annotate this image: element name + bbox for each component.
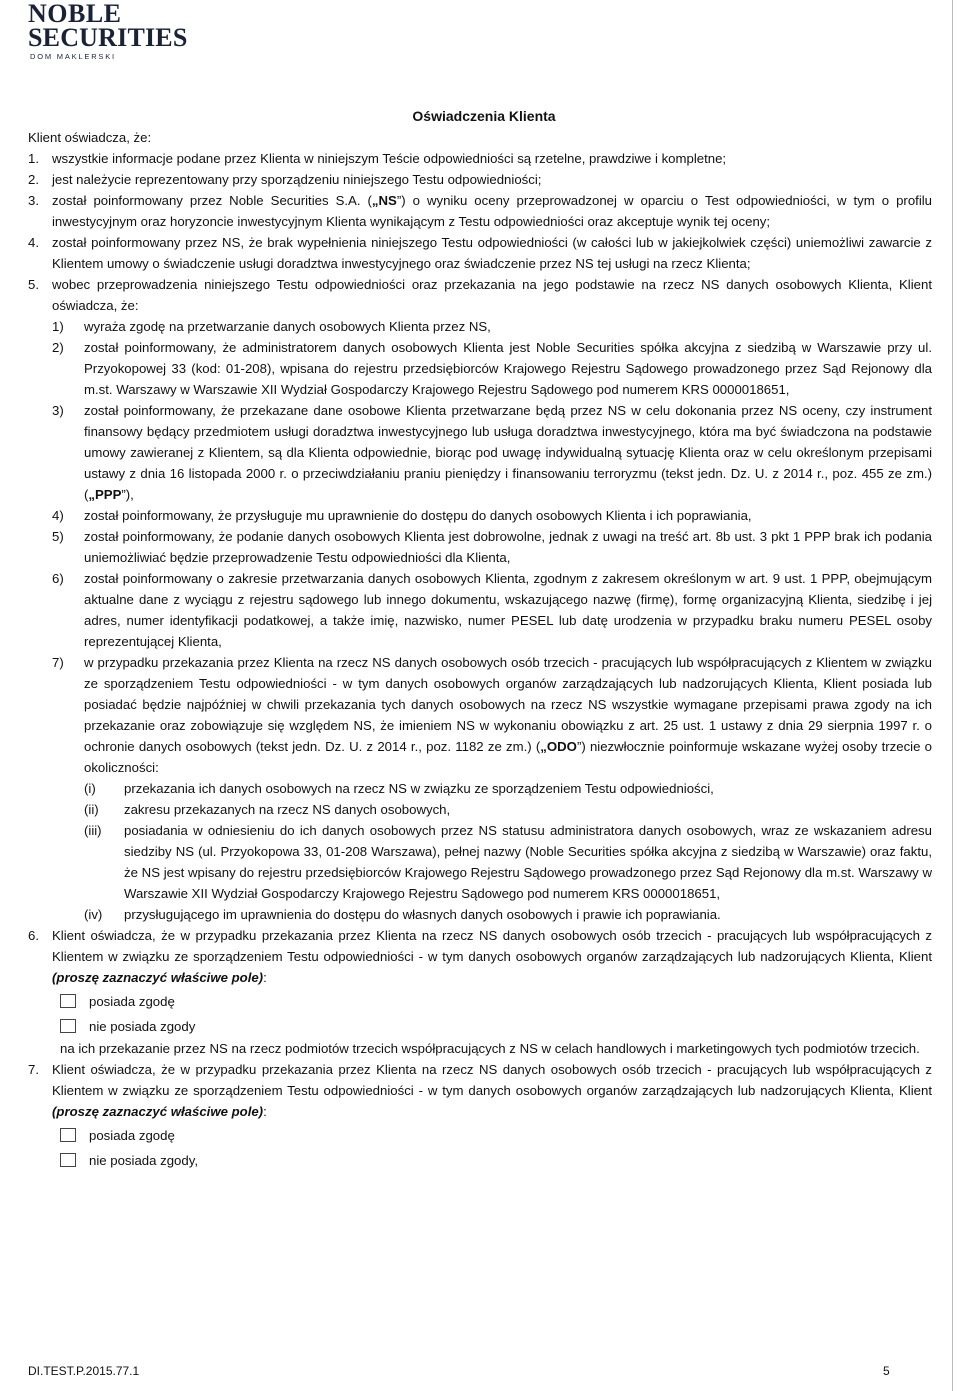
sub-item: [52, 400, 932, 505]
checkbox-label: posiada zgodę: [89, 1127, 175, 1143]
list-item: [28, 232, 932, 274]
sub-number: 3): [52, 403, 64, 418]
text-span: został poinformowany, że przekazane dane osobowe Klienta przetwarzane będą przez NS w celu dokonania przez NS oceny, czy instrument finansowy będący przedmiotem usługi doradztwa inwestycyjnego lub usługa doradztwa inwestycyjnego, która ma być świadczona na podstawie umowy zawieranej z Klientem, są dla Klienta odpowiednie, biorąc pod uwagę indywidualną sytuację Klienta oraz w celu określonym przepisami ustawy z dnia 16 listopada 2000 r. o przeciwdziałaniu praniu pieniędzy i finansowaniu terroryzmu (tekst jedn. Dz. U. z 2014 r., poz. 455 ze zm.) (: [84, 403, 932, 502]
roman-number: (ii): [84, 802, 99, 817]
roman-text: posiadania w odniesieniu do ich danych osobowych przez NS statusu administratora danych osobowych, wraz ze wskazaniem adresu siedziby NS (ul. Przyokopowa 33, 01-208 Warszawa), pełnej nazwy (Noble Securities spółka akcyjna z siedzibą w Warszawie) oraz faktu, że NS jest wpisany do rejestru przedsiębiorców Krajowego Rejestru Sądowego prowadzonego przez Sąd Rejonowy dla m.st. Warszawy w Warszawie XII Wydział Gospodarczy Krajowego Rejestru Sądowego pod numerem KRS 0000018651,: [124, 823, 932, 901]
sub-number: 1): [52, 319, 64, 334]
page-border: [952, 0, 953, 1391]
bold-term: „PPP: [88, 487, 122, 502]
text-span: został poinformowany przez Noble Securities S.A. (: [52, 193, 372, 208]
consent-option-yes-7[interactable]: [60, 1123, 932, 1147]
logo-line2: SECURITIES: [28, 23, 188, 52]
item-number: 6.: [28, 928, 39, 943]
checkbox-label: nie posiada zgody,: [89, 1152, 198, 1168]
text-span: ”) niezwłocznie poinformuje wskazane wyżej osoby trzecie o okoliczności:: [84, 739, 932, 775]
sub-text: został poinformowany, że podanie danych osobowych Klienta jest dobrowolne, jednak z uwagi na treść art. 8b ust. 3 pkt 1 PPP brak ich podania uniemożliwiać będzie przeprowadzenie Testu odpowiedniości dla Klienta,: [84, 529, 932, 565]
list-item: [28, 169, 932, 190]
sub-number: 4): [52, 508, 64, 523]
consent-option-no-7[interactable]: [60, 1148, 932, 1172]
bold-term: „NS: [371, 193, 397, 208]
item-text: wszystkie informacje podane przez Klienta w niniejszym Teście odpowiedniości są rzetelne, prawdziwe i kompletne;: [52, 151, 727, 166]
roman-item: [84, 820, 932, 904]
roman-number: (iv): [84, 907, 103, 922]
consent-option-yes-6[interactable]: [60, 989, 932, 1013]
sub-item: [52, 337, 932, 400]
sub-item: [52, 505, 932, 526]
emphasis-text: (proszę zaznaczyć właściwe pole): [52, 970, 264, 985]
logo-line1: NOBLE: [28, 0, 122, 28]
bold-term: „ODO: [540, 739, 577, 754]
list-item: [28, 274, 932, 316]
item-text: jest należycie reprezentowany przy sporządzeniu niniejszego Testu odpowiedniości;: [52, 172, 542, 187]
document-code: DI.TEST.P.2015.77.1: [28, 1364, 140, 1378]
checkbox-label: posiada zgodę: [89, 993, 175, 1009]
sub-number: 7): [52, 655, 64, 670]
roman-item: [84, 904, 932, 925]
page-title: Oświadczenia Klienta: [412, 108, 556, 124]
text-span: ”) o wyniku oceny przeprowadzonej w oparciu o Test odpowiedniości, w tym o profilu inwestycyjnym oraz horyzoncie inwestycyjnym Klienta wynikającym z Testu odpowiedniości oraz akceptuje wynik tej oceny;: [52, 193, 933, 229]
text-span: w przypadku przekazania przez Klienta na rzecz NS danych osobowych osób trzecich - pracujących lub współpracujących z Klientem w związku ze sporządzeniem Testu odpowiedniości - w tym danych osobowych organów zarządzających lub nadzorujących Klienta, Klient posiada lub posiadać będzie najpóźniej w chwili przekazania tych danych osobowych na rzecz NS wszystkie wymagane przepisami prawa zgody na ich przekazanie oraz zobowiązuje się względem NS, że imieniem NS w wykonaniu obowiązku z art. 25 ust. 1 ustawy z dnia 29 sierpnia 1997 r. o ochronie danych osobowych (tekst jedn. Dz. U. z 2014 r., poz. 1182 ze zm.) (: [84, 655, 932, 754]
sub-text: [84, 652, 932, 778]
roman-item: [84, 799, 932, 820]
item-number: 7.: [28, 1062, 39, 1077]
roman-number: (iii): [84, 823, 102, 838]
sub-item: [52, 652, 932, 778]
item-text: [52, 190, 932, 232]
sub-number: 5): [52, 529, 64, 544]
checkbox-icon[interactable]: [60, 994, 76, 1008]
item-text: [52, 1059, 932, 1122]
item-number: 3.: [28, 193, 39, 208]
noble-securities-logo: [28, 2, 198, 61]
page-number: 5: [883, 1364, 890, 1378]
text-span: Klient oświadcza, że w przypadku przekazania przez Klienta na rzecz NS danych osobowych osób trzecich - pracujących lub współpracujących z Klientem w związku ze sporządzeniem Testu odpowiedniości - w tym danych osobowych organów zarządzających lub nadzorujących Klienta, Klient: [52, 1062, 932, 1098]
item-number: 1.: [28, 151, 39, 166]
list-item: [28, 148, 932, 169]
sub-text: został poinformowany o zakresie przetwarzania danych osobowych Klienta, zgodnym z zakresem określonym w art. 9 ust. 1 PPP, obejmującym aktualne dane z wyciągu z rejestru sądowego lub innego dokumentu, wskazującego nazwę (firmę), formę organizacyjną Klienta, siedzibę i jej adres, numer identyfikacji podatkowej, a także imię, nazwisko, numer PESEL lub datę urodzenia w przypadku braku numeru PESEL osoby reprezentującej Klienta,: [84, 571, 932, 649]
text-span: :: [263, 970, 267, 985]
text-span: Klient oświadcza, że w przypadku przekazania przez Klienta na rzecz NS danych osobowych osób trzecich - pracujących lub współpracujących z Klientem w związku ze sporządzeniem Testu odpowiedniości - w tym danych osobowych organów zarządzających lub nadzorujących Klienta, Klient: [52, 928, 932, 964]
checkbox-label: nie posiada zgody: [89, 1018, 196, 1034]
item-text: wobec przeprowadzenia niniejszego Testu odpowiedniości oraz przekazania na jego podstawie na rzecz NS danych osobowych Klienta, Klient oświadcza, że:: [52, 277, 932, 313]
item-number: 2.: [28, 172, 39, 187]
sub-text: wyraża zgodę na przetwarzanie danych osobowych Klienta przez NS,: [84, 319, 491, 334]
sub-item: [52, 568, 932, 652]
item-number: 5.: [28, 277, 39, 292]
text-span: ”),: [121, 487, 134, 502]
roman-item: [84, 778, 932, 799]
roman-text: przekazania ich danych osobowych na rzecz NS w związku ze sporządzeniem Testu odpowiedniości,: [124, 781, 714, 796]
roman-number: (i): [84, 781, 96, 796]
emphasis-text: (proszę zaznaczyć właściwe pole): [52, 1104, 264, 1119]
sub-text: został poinformowany, że przysługuje mu uprawnienie do dostępu do danych osobowych Klienta i ich poprawiania,: [84, 508, 752, 523]
text-span: :: [263, 1104, 267, 1119]
sub-number: 6): [52, 571, 64, 586]
checkbox-icon[interactable]: [60, 1019, 76, 1033]
list-item: [28, 190, 932, 232]
sub-text: [84, 400, 932, 505]
document-body: [28, 106, 932, 1172]
item-number: 4.: [28, 235, 39, 250]
item-text: [52, 925, 932, 988]
list-item: [28, 1059, 932, 1122]
intro-text: Klient oświadcza, że:: [28, 130, 152, 145]
sub-item: [52, 316, 932, 337]
consent-option-no-6[interactable]: [60, 1014, 932, 1038]
roman-text: zakresu przekazanych na rzecz NS danych osobowych,: [124, 802, 451, 817]
sub-item: [52, 526, 932, 568]
item6-continuation: na ich przekazanie przez NS na rzecz podmiotów trzecich współpracujących z NS w celach handlowych i marketingowych tych podmiotów trzecich.: [60, 1041, 920, 1056]
checkbox-icon[interactable]: [60, 1153, 76, 1167]
logo-line3: DOM MAKLERSKI: [30, 52, 116, 61]
sub-text: został poinformowany, że administratorem danych osobowych Klienta jest Noble Securities spółka akcyjna z siedzibą w Warszawie przy ul. Przyokopowej 33 (kod: 01-208), wpisana do rejestru przedsiębiorców Krajowego Rejestru Sądowego prowadzonego przez Sąd Rejonowy dla m.st. Warszawy w Warszawie XII Wydział Gospodarczy Krajowego Rejestru Sądowego pod numerem KRS 0000018651,: [84, 340, 932, 397]
list-item: [28, 925, 932, 988]
sub-number: 2): [52, 340, 64, 355]
checkbox-icon[interactable]: [60, 1128, 76, 1142]
roman-text: przysługującego im uprawnienia do dostępu do własnych danych osobowych i prawie ich poprawiania.: [124, 907, 721, 922]
item-text: został poinformowany przez NS, że brak wypełnienia niniejszego Testu odpowiedniości (w całości lub w jakiejkolwiek części) uniemożliwi zawarcie z Klientem umowy o świadczenie usługi doradztwa inwestycyjnego oraz świadczenie przez NS tej usługi na rzecz Klienta;: [52, 235, 932, 271]
